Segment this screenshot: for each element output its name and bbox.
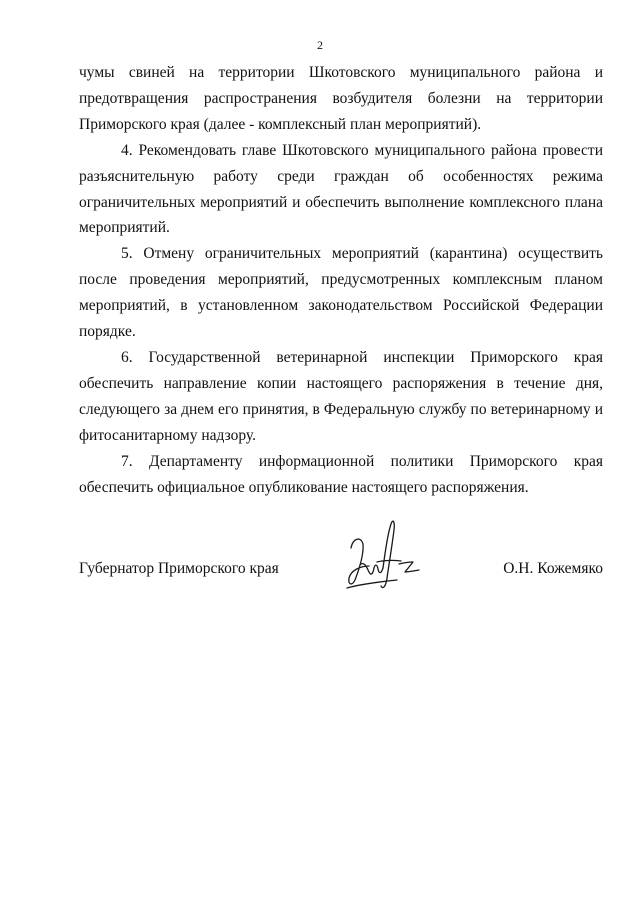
page-number: 2 bbox=[317, 38, 323, 52]
paragraph-item-7: 7. Департаменту информационной политики Приморского края обеспечить официальное опубликование настоящего распоряжения. bbox=[79, 452, 603, 496]
signatory-name: О.Н. Кожемяко bbox=[503, 560, 603, 577]
paragraph-item-6: 6. Государственной ветеринарной инспекции Приморского края обеспечить направление копии настоящего распоряжения в течение дня, следующего за днем его принятия, в Федеральную службу по ветеринарному и фитосанитарному надзору. bbox=[79, 348, 603, 444]
handwritten-signature bbox=[337, 514, 429, 604]
signature-block bbox=[79, 508, 603, 608]
document-body bbox=[79, 60, 603, 500]
paragraph-item-5: 5. Отмену ограничительных мероприятий (карантина) осуществить после проведения мероприятий, предусмотренных комплексным планом мероприятий, в установленном законодательством Российской Федерации порядке. bbox=[79, 245, 603, 341]
signatory-position: Губернатор Приморского края bbox=[79, 560, 279, 577]
paragraph-continuation: чумы свиней на территории Шкотовского муниципального района и предотвращения распространения возбудителя болезни на территории Приморского края (далее - комплексный план мероприятий). bbox=[79, 64, 603, 133]
paragraph-item-4: 4. Рекомендовать главе Шкотовского муниципального района провести разъяснительную работу среди граждан об особенностях режима ограничительных мероприятий и обеспечить выполнение комплексного плана мероприятий. bbox=[79, 141, 603, 237]
